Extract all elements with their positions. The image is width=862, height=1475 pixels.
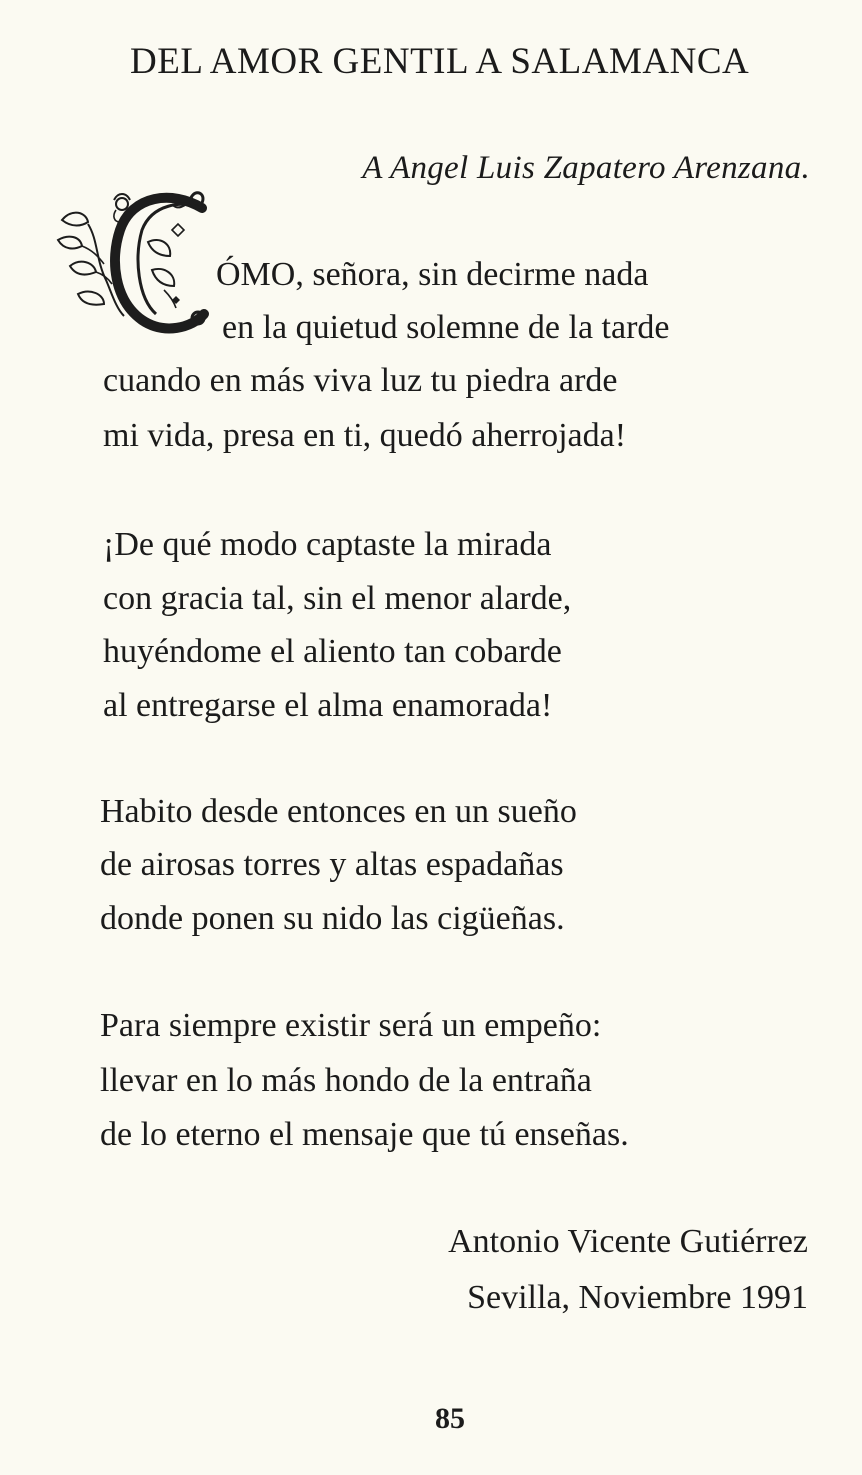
poem-line: al entregarse el alma enamorada!	[103, 687, 553, 724]
poem-line: huyéndome el aliento tan cobarde	[103, 633, 562, 670]
poem-line: Habito desde entonces en un sueño	[100, 793, 577, 830]
decorated-initial-c-icon	[52, 190, 212, 340]
poem-line: ÓMO, señora, sin decirme nada	[216, 256, 649, 293]
poem-line: de lo eterno el mensaje que tú enseñas.	[100, 1116, 629, 1153]
poem-line: mi vida, presa en ti, quedó aherrojada!	[103, 417, 627, 454]
poem-line: en la quietud solemne de la tarde	[222, 309, 670, 346]
poem-line: donde ponen su nido las cigüeñas.	[100, 900, 565, 937]
poem-line: llevar en lo más hondo de la entraña	[100, 1062, 592, 1099]
poem-line: Para siempre existir será un empeño:	[100, 1007, 602, 1044]
place-date: Sevilla, Noviembre 1991	[467, 1279, 808, 1316]
poem-line: cuando en más viva luz tu piedra arde	[103, 362, 618, 399]
dedication: A Angel Luis Zapatero Arenzana.	[362, 150, 810, 186]
poem-title: DEL AMOR GENTIL A SALAMANCA	[130, 41, 750, 82]
poem-line: ¡De qué modo captaste la mirada	[103, 526, 552, 563]
poem-line: de airosas torres y altas espadañas	[100, 846, 564, 883]
author-name: Antonio Vicente Gutiérrez	[448, 1223, 808, 1260]
poem-line: con gracia tal, sin el menor alarde,	[103, 580, 572, 617]
page-number: 85	[435, 1402, 465, 1435]
